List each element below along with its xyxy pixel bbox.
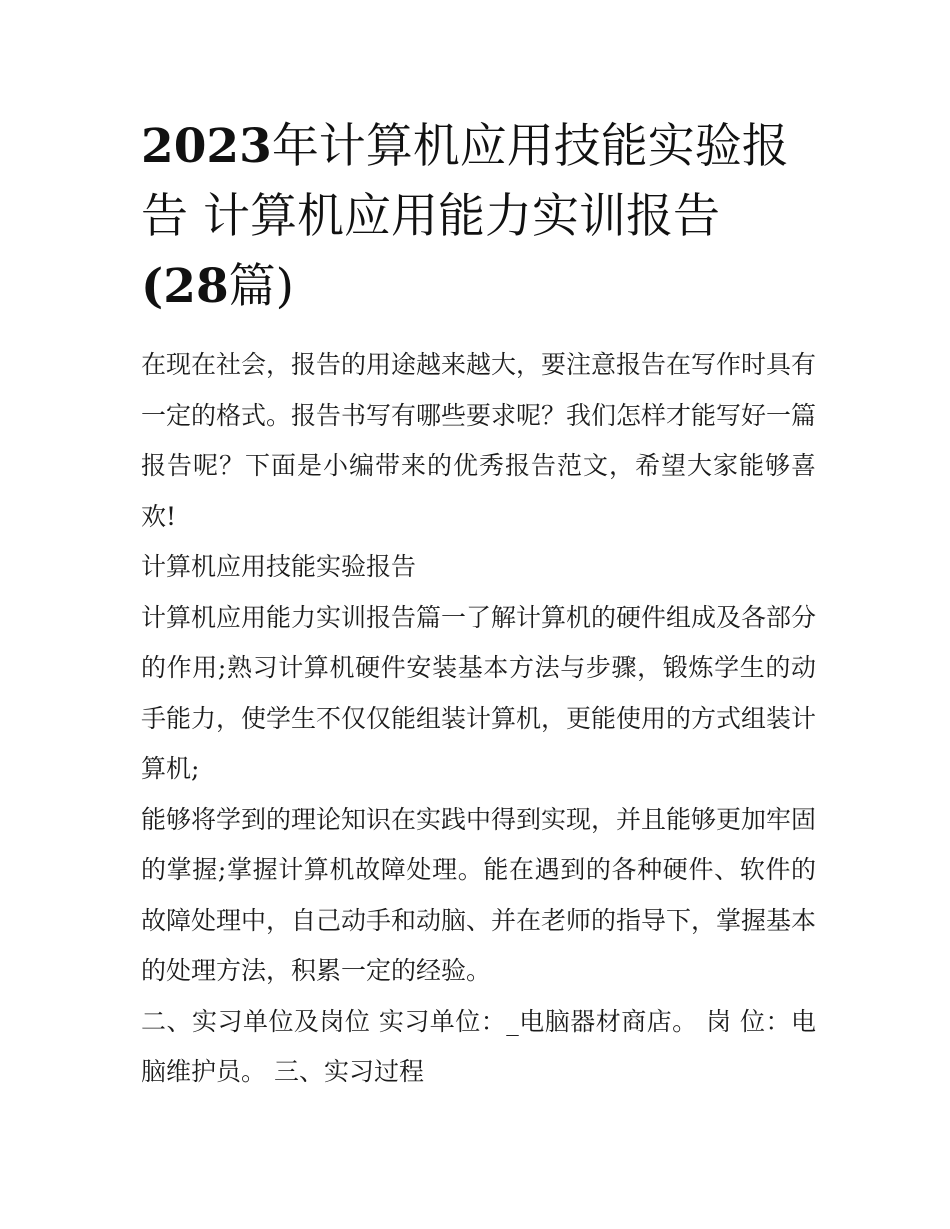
title-main: 年计算机应用技能实验报告 计算机应用能力实训报告 [141, 119, 789, 244]
title-count: (28 [141, 259, 229, 314]
section-heading: 计算机应用技能实验报告 [141, 552, 417, 581]
title-count-suffix: 篇) [228, 259, 294, 314]
intro-paragraph: 在现在社会，报告的用途越来越大，要注意报告在写作时具有一定的格式。报告书写有哪些要求呢？我们怎样才能写好一篇报告呢？下面是小编带来的优秀报告范文，希望大家能够喜欢! [141, 350, 817, 531]
document-page [141, 112, 816, 1098]
body-paragraph-1: 计算机应用能力实训报告篇一了解计算机的硬件组成及各部分的作用;熟习计算机硬件安装基本方法与步骤，锻炼学生的动手能力，使学生不仅仅能组装计算机，更能使用的方式组装计算机; [141, 602, 817, 783]
body-paragraph-3: 二、实习单位及岗位 实习单位：_电脑器材商店。 岗 位：电脑维护员。 三、实习过程 [141, 1006, 816, 1086]
document-title [141, 112, 816, 322]
body-paragraph-2: 能够将学到的理论知识在实践中得到实现，并且能够更加牢固的掌握;掌握计算机故障处理。能在遇到的各种硬件、软件的故障处理中，自己动手和动脑、并在老师的指导下，掌握基本的处理方法，积累一定的经验。 [141, 804, 817, 985]
title-year: 2023 [141, 119, 272, 174]
